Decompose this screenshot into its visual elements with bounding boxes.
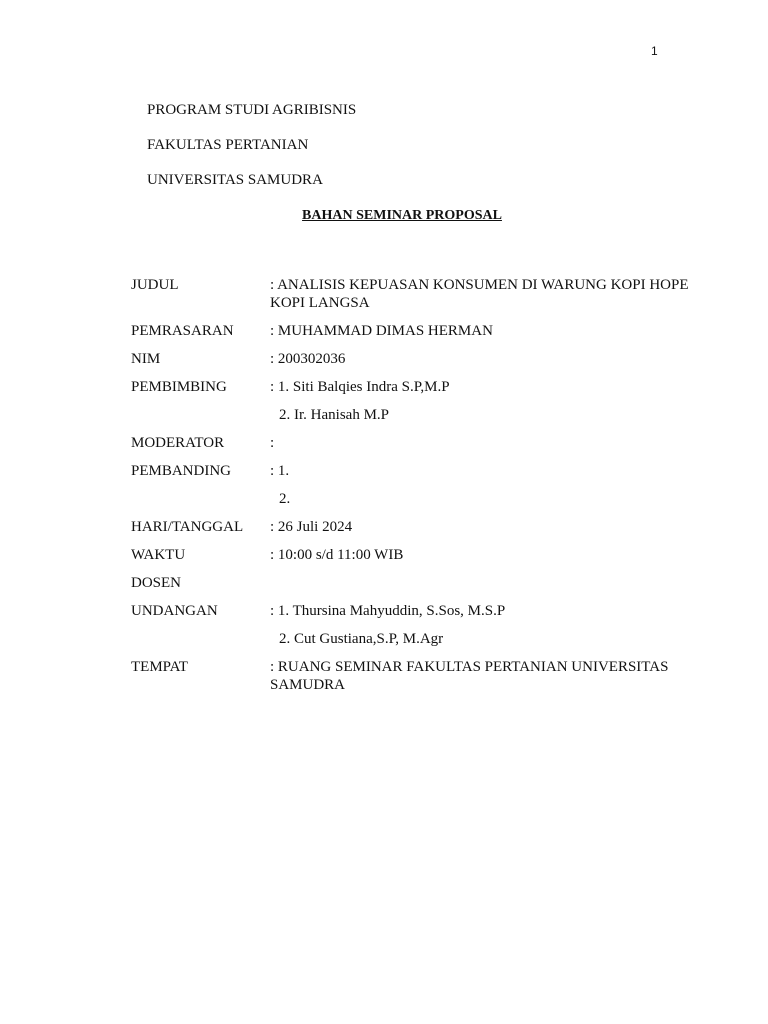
- label-judul: JUDUL: [131, 277, 179, 293]
- document-title: BAHAN SEMINAR PROPOSAL: [302, 208, 502, 223]
- row-dosen: [131, 574, 691, 592]
- row-nim: [131, 350, 691, 368]
- page-number: 1: [651, 44, 658, 58]
- row-moderator: [131, 434, 691, 452]
- label-hari-tanggal: HARI/TANGGAL: [131, 519, 244, 535]
- row-pembimbing: [131, 378, 691, 396]
- row-pembanding-2: [131, 490, 691, 508]
- row-pembanding: [131, 462, 691, 480]
- header-fakultas: FAKULTAS PERTANIAN: [147, 137, 309, 153]
- label-pembimbing: PEMBIMBING: [131, 379, 227, 395]
- label-tempat: TEMPAT: [131, 659, 188, 675]
- value-tempat: : RUANG SEMINAR FAKULTAS PERTANIAN UNIVERSITAS SAMUDRA: [270, 659, 673, 693]
- value-judul: : ANALISIS KEPUASAN KONSUMEN DI WARUNG KOPI HOPE KOPI LANGSA: [270, 277, 693, 311]
- label-pembanding: PEMBANDING: [131, 463, 232, 479]
- row-pemrasaran: [131, 322, 691, 340]
- row-pembimbing-2: [131, 406, 691, 424]
- value-pembimbing-2: 2. Ir. Hanisah M.P: [279, 407, 389, 423]
- header-program-studi: PROGRAM STUDI AGRIBISNIS: [147, 102, 357, 118]
- row-judul: [131, 276, 691, 312]
- value-pembanding-2: 2.: [279, 491, 291, 507]
- header-universitas: UNIVERSITAS SAMUDRA: [147, 172, 323, 188]
- row-undangan-2: [131, 630, 691, 648]
- value-pembanding-1: : 1.: [270, 463, 290, 479]
- row-undangan: [131, 602, 691, 620]
- label-undangan: UNDANGAN: [131, 603, 218, 619]
- row-hari-tanggal: [131, 518, 691, 536]
- value-pembimbing-1: : 1. Siti Balqies Indra S.P,M.P: [270, 379, 450, 395]
- row-tempat: [131, 658, 691, 694]
- value-undangan-1: : 1. Thursina Mahyuddin, S.Sos, M.S.P: [270, 603, 506, 619]
- label-waktu: WAKTU: [131, 547, 186, 563]
- value-moderator: :: [270, 435, 275, 451]
- label-moderator: MODERATOR: [131, 435, 225, 451]
- label-nim: NIM: [131, 351, 161, 367]
- row-waktu: [131, 546, 691, 564]
- value-waktu: : 10:00 s/d 11:00 WIB: [270, 547, 404, 563]
- value-pemrasaran: : MUHAMMAD DIMAS HERMAN: [270, 323, 493, 339]
- label-pemrasaran: PEMRASARAN: [131, 323, 234, 339]
- value-hari-tanggal: : 26 Juli 2024: [270, 519, 353, 535]
- info-table: [131, 276, 691, 694]
- value-nim: : 200302036: [270, 351, 346, 367]
- label-dosen: DOSEN: [131, 575, 182, 591]
- value-undangan-2: 2. Cut Gustiana,S.P, M.Agr: [279, 631, 444, 647]
